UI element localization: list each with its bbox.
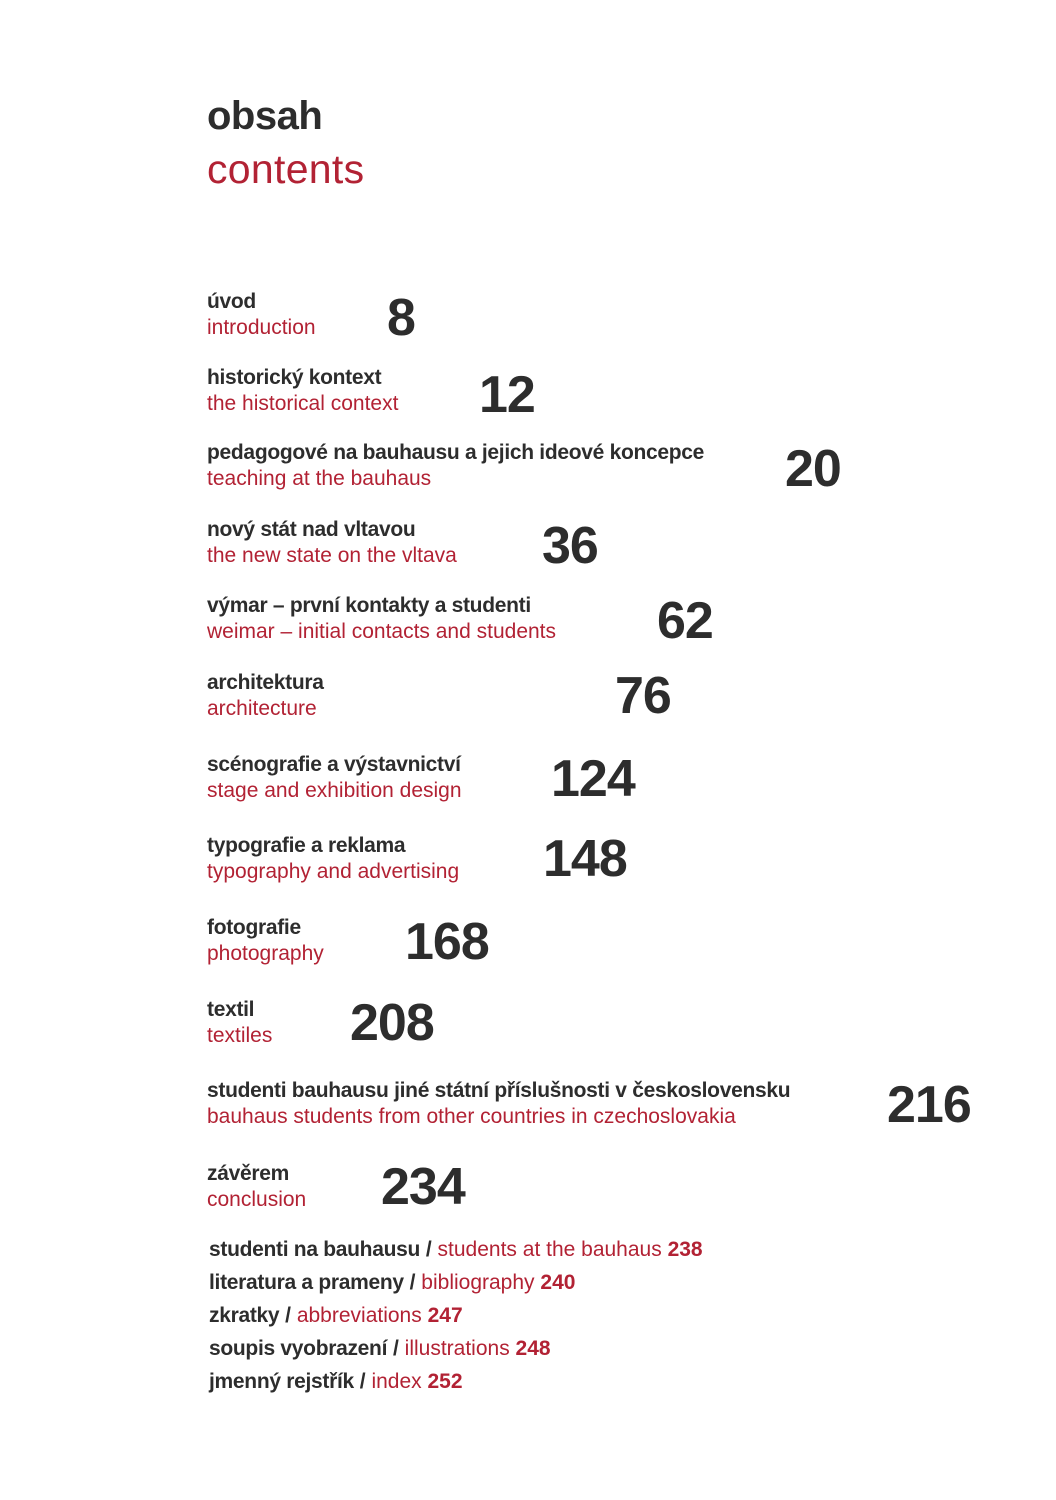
back-matter-page-number: 238: [667, 1238, 703, 1261]
toc-entry-page-number: 20: [785, 440, 841, 498]
back-matter-title-english: students at the bauhaus: [437, 1238, 662, 1261]
toc-entry-title-english: introduction: [207, 316, 316, 339]
page-title-czech: obsah: [207, 94, 323, 138]
back-matter-title-czech: literatura a prameny: [209, 1271, 404, 1294]
toc-entry-page-number: 208: [350, 994, 434, 1052]
back-matter-title-english: index: [371, 1370, 422, 1393]
back-matter-item[interactable]: [209, 1271, 575, 1295]
back-matter-item[interactable]: [209, 1370, 463, 1394]
toc-entry-page-number: 216: [887, 1076, 971, 1134]
back-matter-page-number: 247: [427, 1304, 463, 1327]
toc-entry-title-english: weimar – initial contacts and students: [207, 620, 557, 643]
back-matter-separator: /: [359, 1370, 366, 1393]
toc-entry-title-czech: architektura: [207, 671, 324, 694]
toc-entry-page-number: 36: [542, 517, 598, 575]
toc-entry-page-number: 148: [543, 830, 627, 888]
toc-entry-title-english: architecture: [207, 697, 317, 720]
toc-entry-title-czech: úvod: [207, 290, 256, 313]
toc-entry-page-number: 12: [479, 366, 535, 424]
back-matter-title-english: bibliography: [421, 1271, 535, 1294]
toc-entry-title-czech: studenti bauhausu jiné státní příslušnosti v československu: [207, 1079, 791, 1102]
back-matter-separator: /: [425, 1238, 432, 1261]
page-title-english: contents: [207, 146, 365, 192]
back-matter-item[interactable]: [209, 1238, 703, 1262]
back-matter-page-number: 248: [515, 1337, 551, 1360]
back-matter-separator: /: [392, 1337, 399, 1360]
toc-entry-title-english: textiles: [207, 1024, 273, 1047]
back-matter-page-number: 252: [427, 1370, 463, 1393]
toc-entry-title-czech: scénografie a výstavnictví: [207, 753, 461, 776]
toc-entry-title-english: teaching at the bauhaus: [207, 467, 432, 490]
toc-entry-title-czech: textil: [207, 998, 255, 1021]
back-matter-item[interactable]: [209, 1304, 463, 1328]
toc-entry-title-czech: nový stát nad vltavou: [207, 518, 416, 541]
back-matter-title-czech: jmenný rejstřík: [209, 1370, 354, 1393]
toc-entry-title-english: the historical context: [207, 392, 399, 415]
back-matter-title-czech: zkratky: [209, 1304, 280, 1327]
toc-entry-page-number: 124: [551, 750, 635, 808]
toc-entry-title-english: conclusion: [207, 1188, 307, 1211]
toc-entry-title-czech: pedagogové na bauhausu a jejich ideové koncepce: [207, 441, 705, 464]
toc-entry-title-english: bauhaus students from other countries in czechoslovakia: [207, 1105, 736, 1128]
toc-entry-title-english: typography and advertising: [207, 860, 460, 883]
back-matter-title-english: abbreviations: [296, 1304, 422, 1327]
toc-entry-page-number: 8: [387, 289, 415, 347]
toc-entry-title-czech: závěrem: [207, 1162, 289, 1185]
back-matter-separator: /: [285, 1304, 291, 1327]
back-matter-title-czech: soupis vyobrazení: [209, 1337, 388, 1360]
toc-entry-title-czech: historický kontext: [207, 366, 382, 389]
back-matter-separator: /: [409, 1271, 416, 1294]
toc-entry-page-number: 76: [615, 667, 671, 725]
toc-entry-title-czech: výmar – první kontakty a studenti: [207, 594, 531, 617]
back-matter-title-english: illustrations: [404, 1337, 510, 1360]
toc-entry-title-english: stage and exhibition design: [207, 779, 462, 802]
back-matter-page-number: 240: [540, 1271, 576, 1294]
back-matter-item[interactable]: [209, 1337, 551, 1361]
toc-entry-title-czech: fotografie: [207, 916, 301, 939]
toc-entry-title-english: the new state on the vltava: [207, 544, 457, 567]
back-matter-title-czech: studenti na bauhausu: [209, 1238, 421, 1261]
toc-entry-page-number: 168: [405, 913, 489, 971]
toc-entry-page-number: 234: [381, 1158, 465, 1216]
toc-entry-title-english: photography: [207, 942, 324, 965]
toc-entry-page-number: 62: [657, 592, 713, 650]
toc-entry-title-czech: typografie a reklama: [207, 834, 406, 857]
